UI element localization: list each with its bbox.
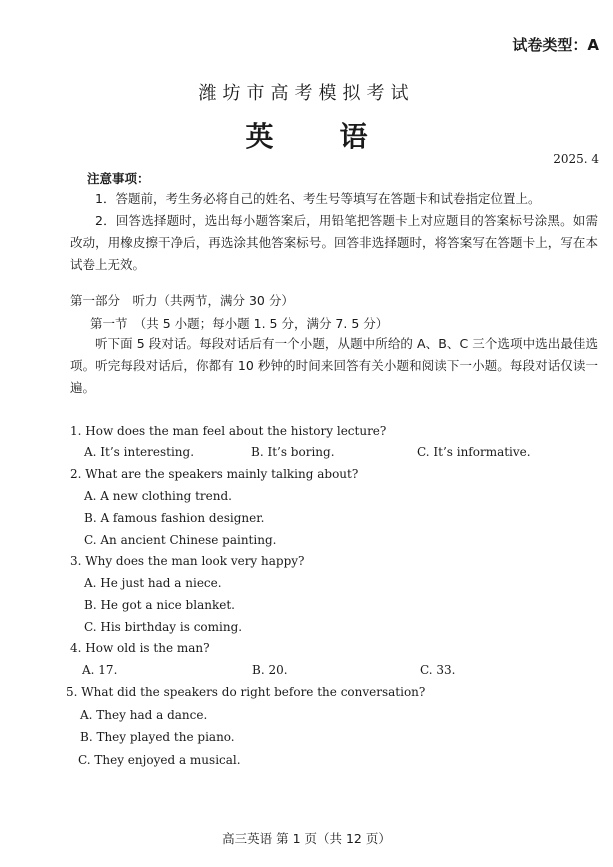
- paper-type-label: 试卷类型：A: [512, 36, 599, 54]
- page-footer: 高三英语 第 1 页（共 12 页）: [222, 831, 391, 846]
- question-2-stem: 2. What are the speakers mainly talking about?: [70, 467, 359, 481]
- question-5-option-b: B. They played the piano.: [80, 730, 235, 744]
- question-4-stem: 4. How old is the man?: [70, 641, 210, 655]
- exam-title: 潍坊市高考模拟考试: [198, 83, 415, 104]
- question-5-stem: 5. What did the speakers do right before the conversation?: [66, 685, 426, 699]
- question-2-option-a: A. A new clothing trend.: [84, 489, 232, 503]
- section-heading: 第一节 （共 5 小题；每小题 1. 5 分，满分 7. 5 分）: [90, 316, 389, 331]
- question-3-stem: 3. Why does the man look very happy?: [70, 554, 305, 568]
- question-1-option-a: A. It’s interesting.: [84, 445, 195, 459]
- subject-title: [0, 115, 613, 155]
- part-heading: 第一部分 听力（共两节，满分 30 分）: [70, 293, 294, 308]
- exam-date: 2025. 4: [553, 152, 599, 166]
- question-3-option-b: B. He got a nice blanket.: [84, 598, 235, 612]
- subject-char-2: 语: [339, 120, 368, 153]
- question-3-option-c: C. His birthday is coming.: [84, 620, 243, 634]
- subject-char-1: 英: [245, 120, 274, 153]
- question-2-option-b: B. A famous fashion designer.: [84, 511, 265, 525]
- question-1-stem: 1. How does the man feel about the history lecture?: [70, 424, 387, 438]
- note-item-2: 2．回答选择题时，选出每小题答案后，用铅笔把答题卡上对应题目的答案标号涂黑。如需改动，用橡皮擦干净后，再选涂其他答案标号。回答非选择题时，将答案写在答题卡上，写在本试卷上无效。: [70, 213, 598, 272]
- question-5-option-a: A. They had a dance.: [80, 708, 208, 722]
- section-instructions: 听下面 5 段对话。每段对话后有一个小题，从题中所给的 A、B、C 三个选项中选出最佳选项。听完每段对话后，你都有 10 秒钟的时间来回答有关小题和阅读下一小题。每段对话仅读一遍。: [70, 336, 598, 395]
- question-1-option-b: B. It’s boring.: [251, 445, 335, 459]
- question-5-option-c: C. They enjoyed a musical.: [78, 753, 241, 767]
- notes-block: [70, 188, 598, 276]
- question-4-option-c: C. 33.: [420, 663, 456, 677]
- notes-heading: 注意事项：: [87, 171, 150, 186]
- question-2-option-c: C. An ancient Chinese painting.: [84, 533, 277, 547]
- question-4-option-b: B. 20.: [252, 663, 288, 677]
- question-1-option-c: C. It’s informative.: [417, 445, 531, 459]
- question-3-option-a: A. He just had a niece.: [84, 576, 222, 590]
- note-item-1: 1．答题前，考生务必将自己的姓名、考生号等填写在答题卡和试卷指定位置上。: [95, 191, 541, 206]
- question-4-option-a: A. 17.: [82, 663, 118, 677]
